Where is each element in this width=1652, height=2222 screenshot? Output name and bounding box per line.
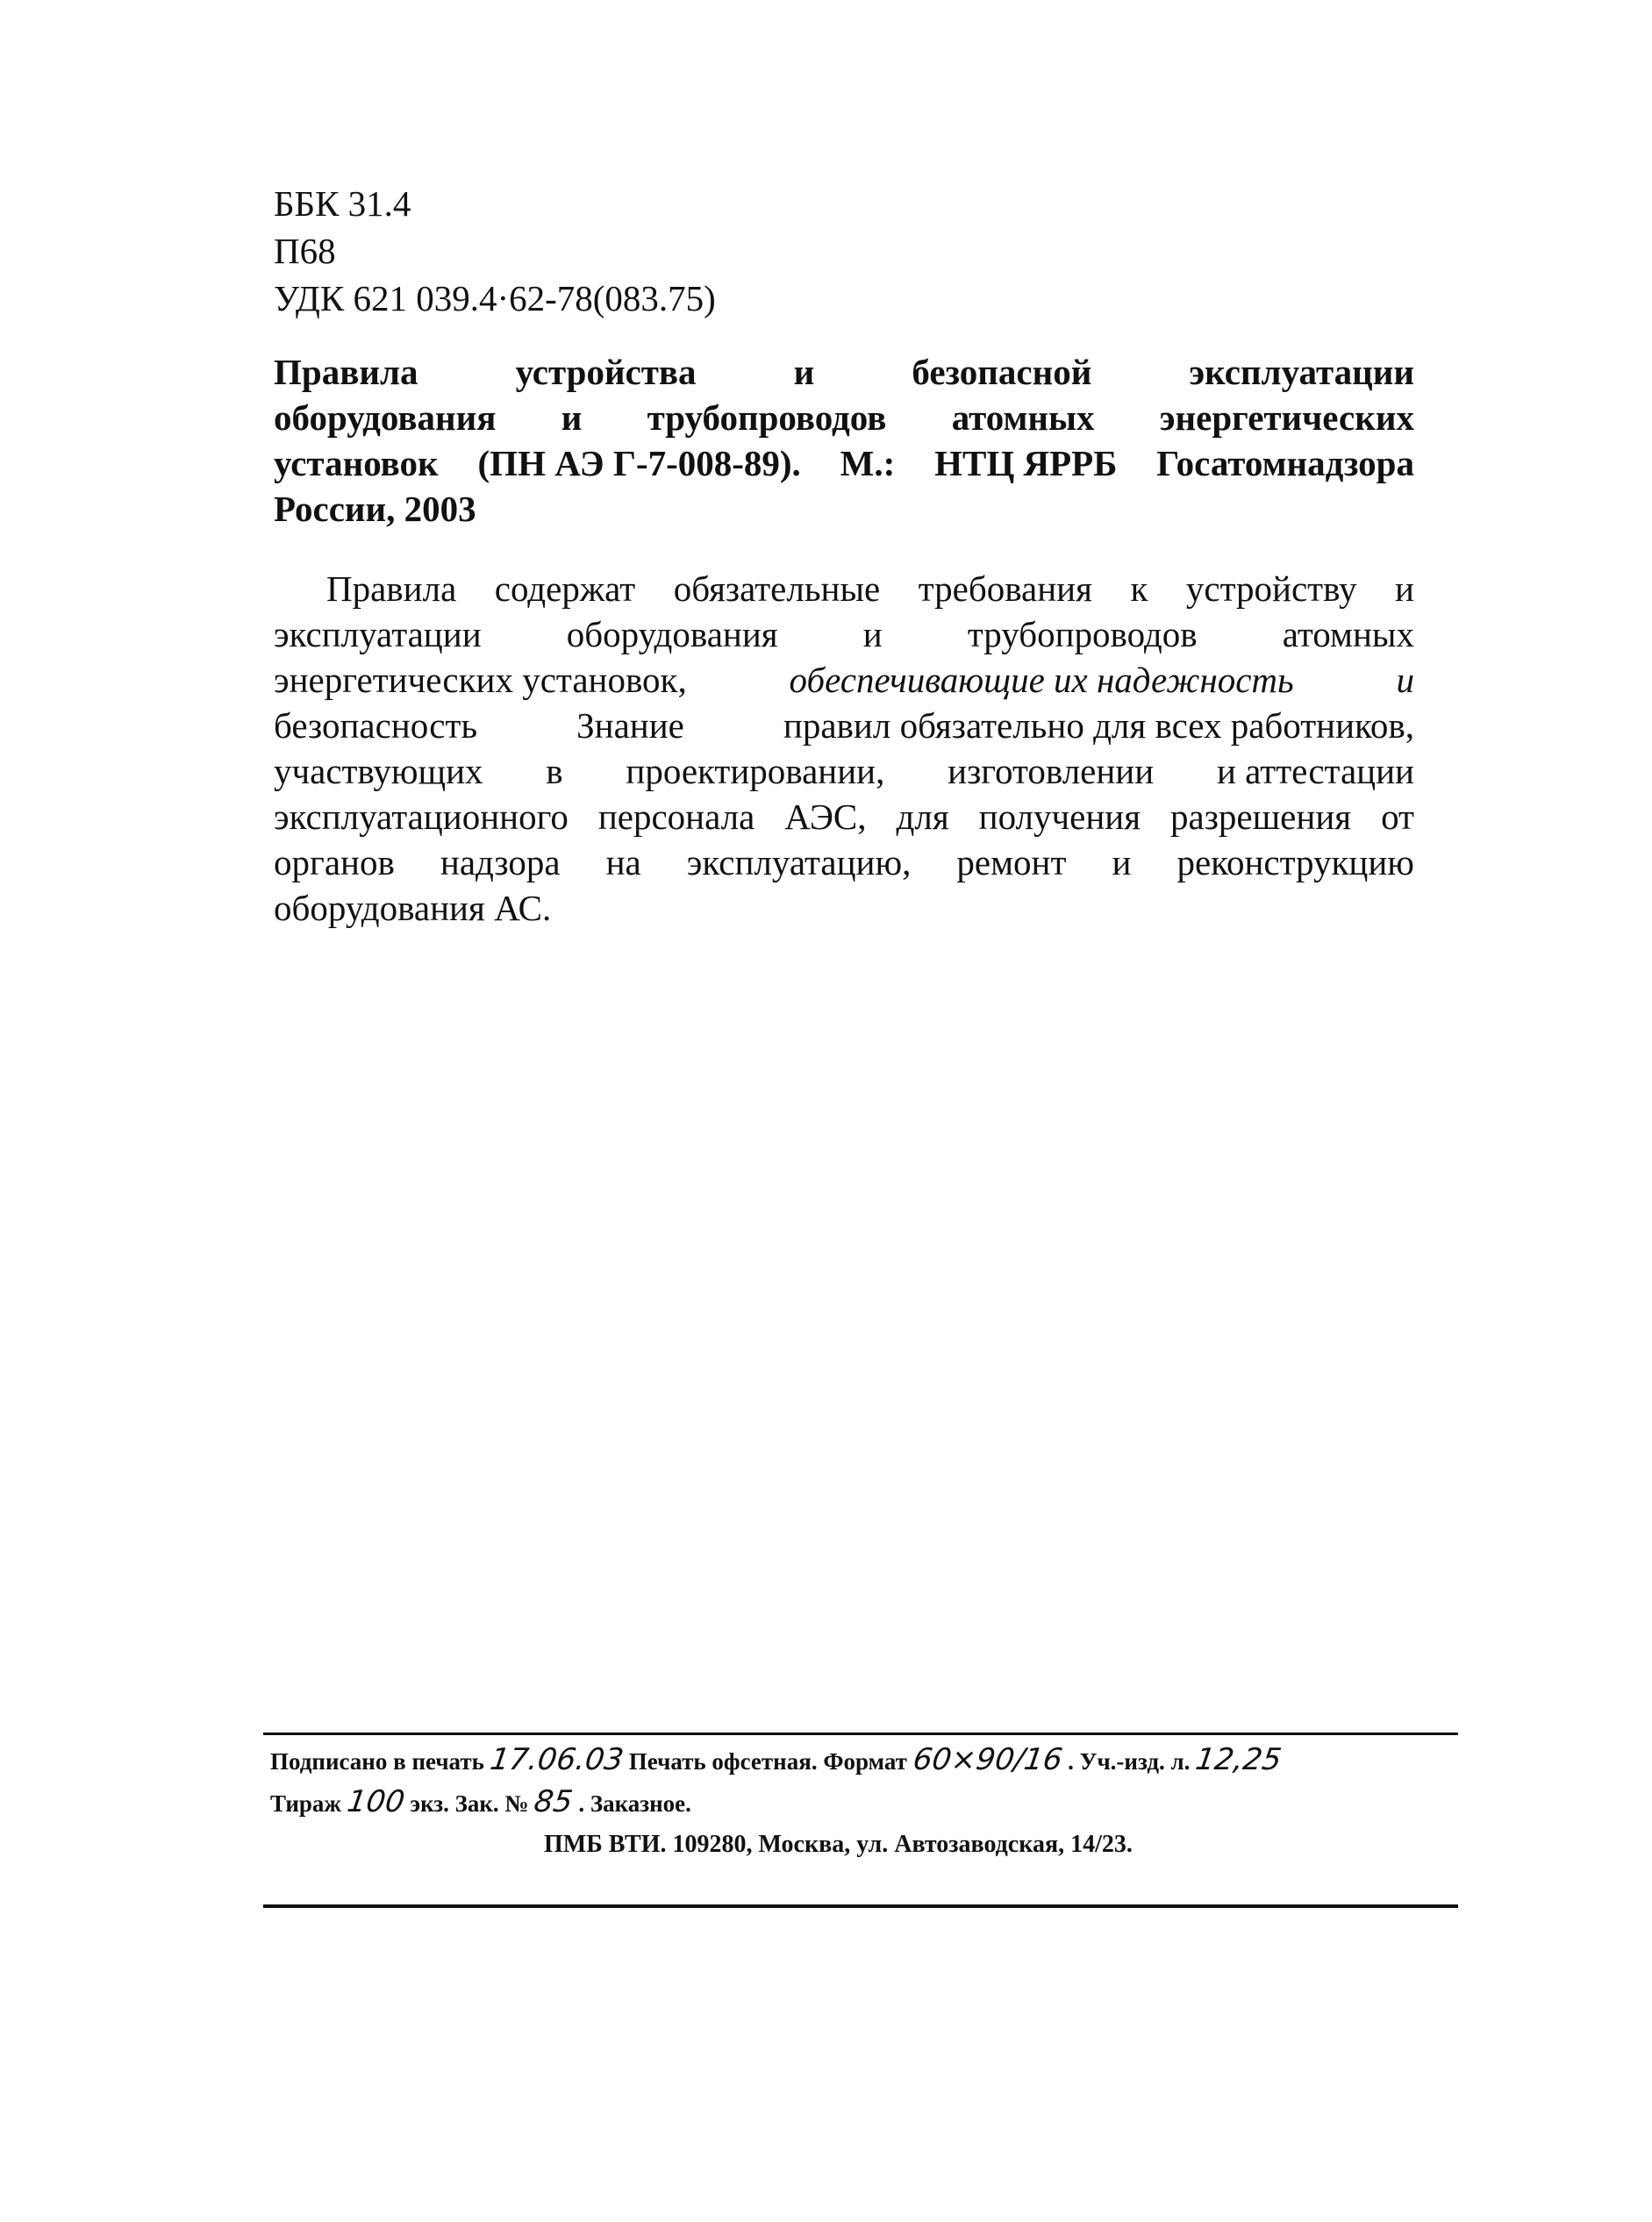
abstract-word: требования bbox=[918, 568, 1092, 609]
abstract-word: для bbox=[896, 797, 949, 837]
reference-word: установок bbox=[274, 443, 439, 483]
print-imprint bbox=[270, 1740, 1282, 1824]
reference-word: НТЦ ЯРРБ bbox=[934, 443, 1118, 483]
reference-word: безопасной bbox=[912, 352, 1092, 392]
reference-word: трубопроводов bbox=[647, 397, 887, 438]
abstract-word: персонала bbox=[597, 797, 755, 837]
reference-word: энергетических bbox=[1159, 397, 1414, 438]
signed-date-handwritten: 17.06.03 bbox=[487, 1742, 626, 1777]
abstract-word: обязательные bbox=[673, 568, 881, 609]
order-handwritten: 85 bbox=[532, 1784, 576, 1819]
abstract-line bbox=[274, 703, 1414, 748]
abstract-line: оборудования АС. bbox=[274, 888, 552, 928]
reference-word: Правила bbox=[274, 352, 418, 392]
bibliographic-reference bbox=[274, 349, 1414, 532]
reference-word: (ПН АЭ Г-7-008-89). bbox=[477, 443, 801, 483]
abstract-word: эксплуатационного bbox=[274, 797, 569, 837]
abstract-paragraph bbox=[274, 566, 1414, 931]
abstract-word: на bbox=[605, 842, 641, 882]
abstract-word: органов bbox=[274, 842, 395, 882]
reference-line: России, 2003 bbox=[274, 489, 476, 529]
reference-word: и bbox=[561, 397, 583, 438]
abstract-word: и bbox=[862, 614, 883, 654]
reference-word: М.: bbox=[840, 443, 896, 483]
signed-label: Подписано в печать bbox=[270, 1748, 484, 1775]
abstract-word: изготовлении bbox=[948, 751, 1155, 791]
abstract-word: и аттестации bbox=[1216, 751, 1414, 791]
reference-word: Госатомнадзора bbox=[1156, 443, 1414, 483]
abstract-word: энергетических установок, bbox=[274, 660, 687, 700]
abstract-word: получения bbox=[978, 797, 1141, 837]
run-handwritten: 100 bbox=[344, 1784, 407, 1819]
reference-word: атомных bbox=[951, 397, 1095, 438]
reference-word: оборудования bbox=[274, 397, 497, 438]
reference-line bbox=[274, 349, 1414, 395]
sheets-label: . Уч.-изд. л. bbox=[1068, 1748, 1191, 1775]
bbk-code: ББК 31.4 bbox=[274, 183, 411, 224]
abstract-word: участвующих bbox=[274, 751, 483, 791]
abstract-word: АЭС, bbox=[784, 797, 867, 837]
abstract-word: трубопроводов bbox=[967, 614, 1198, 654]
abstract-line bbox=[274, 748, 1414, 794]
author-sign-code: П68 bbox=[274, 231, 336, 271]
abstract-line bbox=[274, 566, 1414, 611]
abstract-word: ремонт bbox=[956, 842, 1067, 882]
abstract-word: от bbox=[1381, 797, 1414, 837]
abstract-word: оборудования bbox=[566, 614, 778, 654]
format-handwritten: 60×90/16 bbox=[910, 1742, 1065, 1777]
run-label: Тираж bbox=[270, 1790, 341, 1817]
order-type: . Заказное. bbox=[578, 1790, 691, 1817]
reference-word: устройства bbox=[515, 352, 697, 392]
abstract-word: разрешения bbox=[1170, 797, 1352, 837]
abstract-emphasis: обеспечивающие их надежность bbox=[789, 660, 1294, 700]
abstract-word: безопасность bbox=[274, 705, 478, 746]
abstract-word: в bbox=[546, 751, 563, 791]
imprint-line-1 bbox=[270, 1740, 1282, 1782]
abstract-word: реконструкцию bbox=[1176, 842, 1414, 882]
printer-address: ПМБ ВТИ. 109280, Москва, ул. Автозаводская, 14/23. bbox=[544, 1831, 1133, 1858]
print-type: Печать офсетная. Формат bbox=[628, 1748, 907, 1775]
sheets-handwritten: 12,25 bbox=[1193, 1742, 1284, 1777]
reference-word: эксплуатации bbox=[1189, 352, 1414, 392]
abstract-line bbox=[274, 794, 1414, 840]
abstract-word: содержат bbox=[494, 568, 636, 609]
abstract-word: Знание bbox=[576, 705, 684, 746]
abstract-word: и bbox=[1112, 842, 1132, 882]
abstract-word: и bbox=[1395, 568, 1414, 609]
abstract-word: надзора bbox=[440, 842, 561, 882]
abstract-word: атомных bbox=[1282, 614, 1414, 654]
udk-code: УДК 621 039.4·62-78(083.75) bbox=[274, 278, 716, 318]
abstract-line bbox=[274, 657, 1414, 703]
classification-codes bbox=[274, 180, 716, 322]
order-label: экз. Зак. № bbox=[410, 1790, 529, 1817]
abstract-word: эксплуатацию, bbox=[686, 842, 912, 882]
abstract-word: к bbox=[1130, 568, 1148, 609]
reference-line bbox=[274, 440, 1414, 486]
abstract-line bbox=[274, 840, 1414, 885]
abstract-word: и bbox=[1396, 660, 1414, 700]
abstract-line bbox=[274, 611, 1414, 657]
abstract-word: проектировании, bbox=[626, 751, 885, 791]
imprint-top-rule bbox=[263, 1733, 1458, 1735]
abstract-word: Правила bbox=[326, 568, 457, 609]
reference-line bbox=[274, 395, 1414, 440]
reference-word: и bbox=[793, 352, 815, 392]
abstract-word: эксплуатации bbox=[274, 614, 482, 654]
imprint-bottom-rule bbox=[263, 1904, 1458, 1908]
abstract-word: правил обязательно для всех работников, bbox=[783, 705, 1414, 746]
imprint-line-2 bbox=[270, 1782, 1282, 1824]
abstract-word: устройству bbox=[1185, 568, 1357, 609]
